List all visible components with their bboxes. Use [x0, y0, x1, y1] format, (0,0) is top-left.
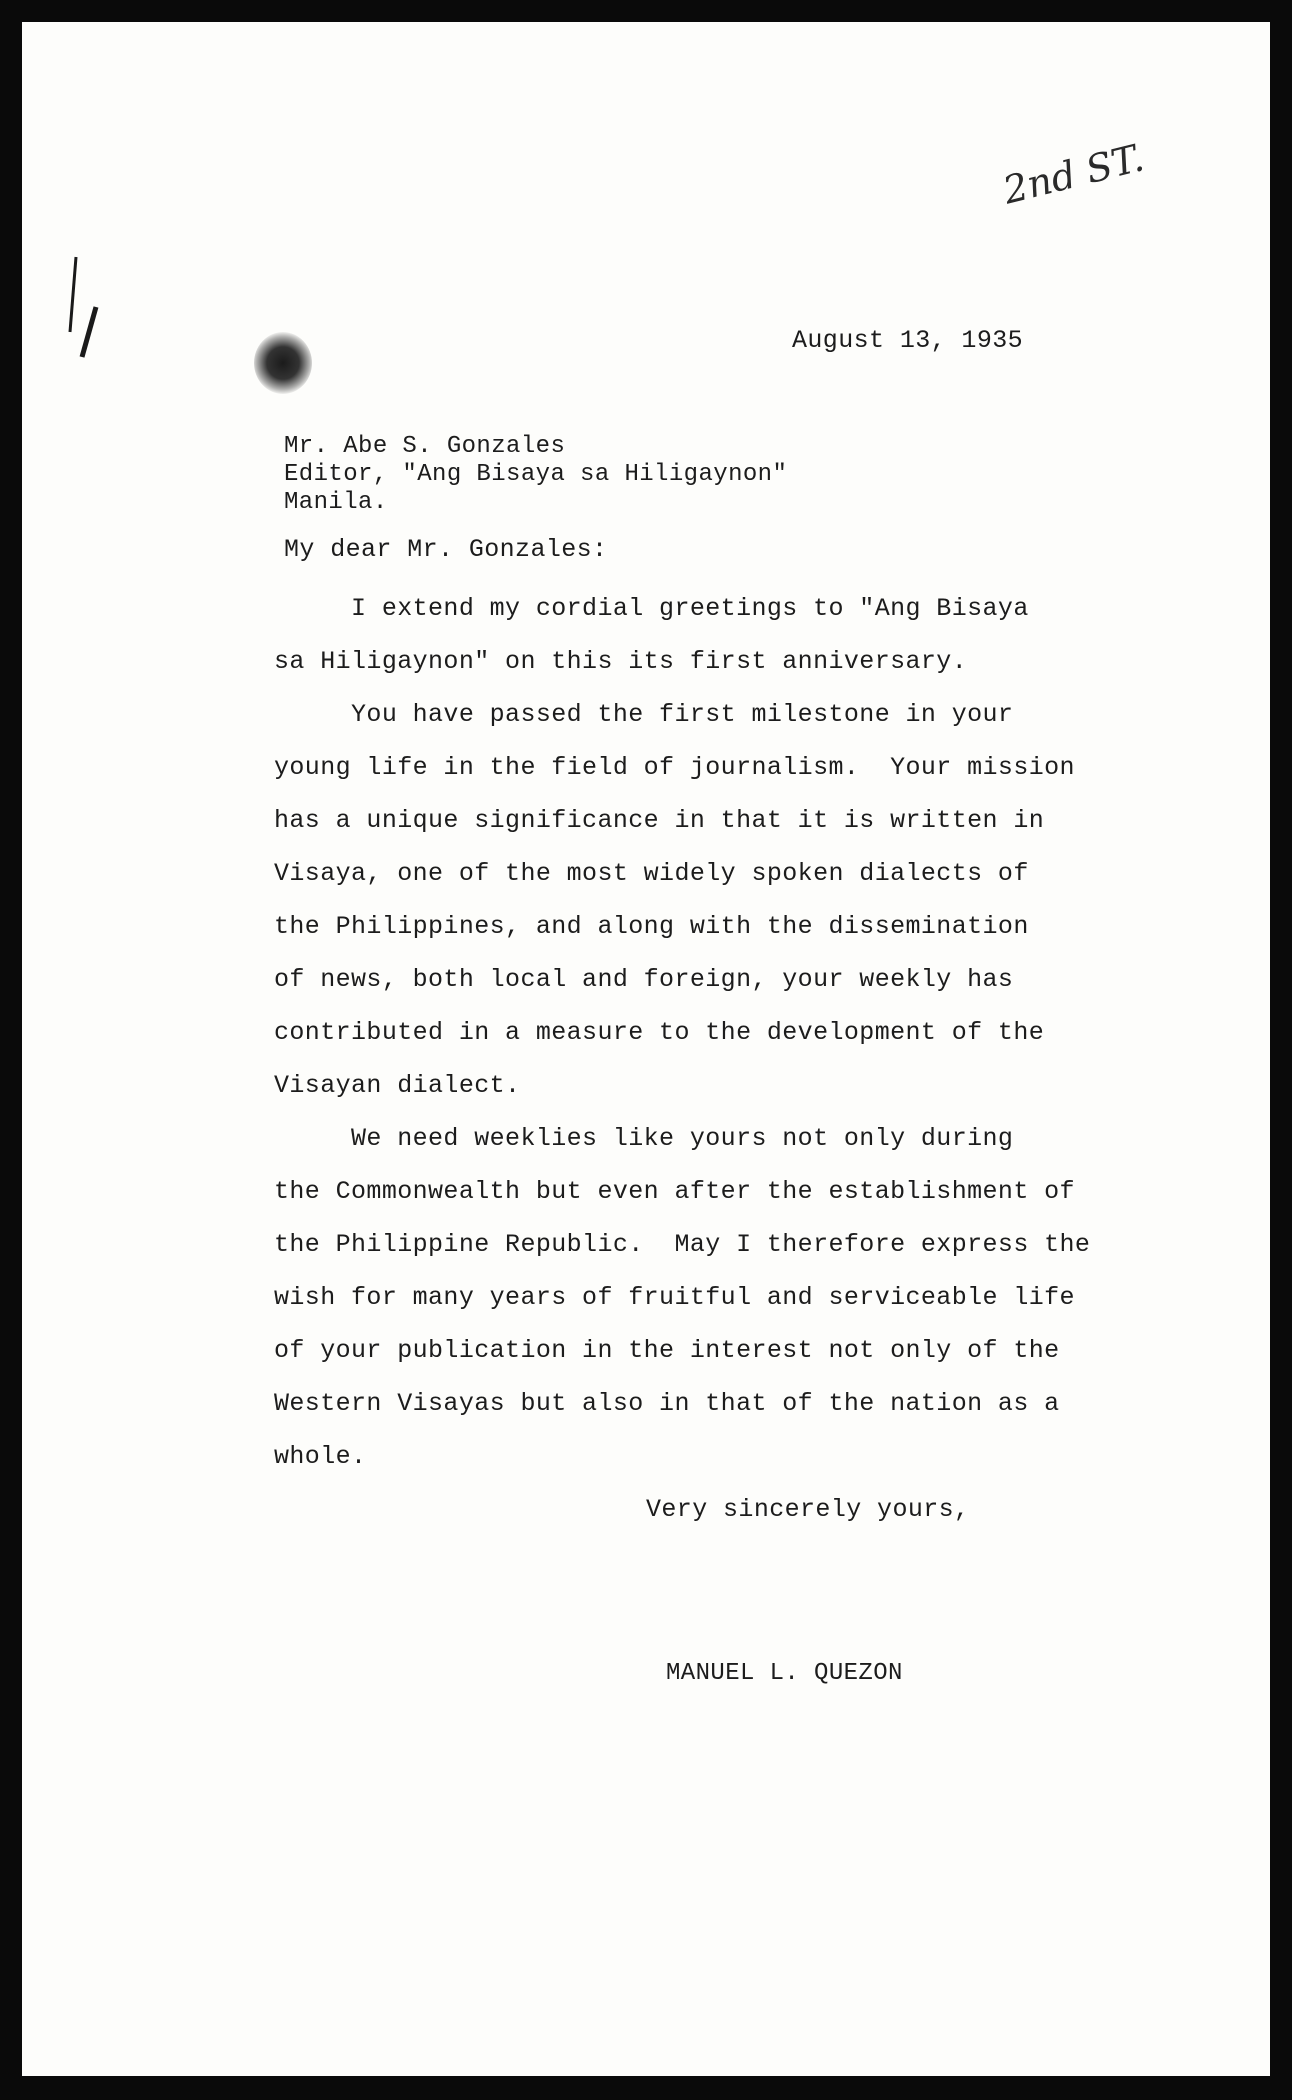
letter-date: August 13, 1935: [792, 326, 1024, 355]
paragraph-2-line: of news, both local and foreign, your weekly has: [274, 965, 1014, 994]
paragraph-2-line: contributed in a measure to the development of the: [274, 1018, 1045, 1047]
salutation: My dear Mr. Gonzales:: [284, 535, 608, 564]
paragraph-2-line: Visayan dialect.: [274, 1071, 521, 1100]
paragraph-3-line: of your publication in the interest not only of the: [274, 1336, 1060, 1365]
paragraph-2-line: the Philippines, and along with the dissemination: [274, 912, 1029, 941]
recipient-title: Editor, "Ang Bisaya sa Hiligaynon": [284, 461, 788, 488]
closing: Very sincerely yours,: [646, 1495, 970, 1524]
recipient-name: Mr. Abe S. Gonzales: [284, 433, 566, 460]
ink-blot: [254, 332, 312, 394]
signature-name: MANUEL L. QUEZON: [666, 1660, 903, 1687]
paragraph-1-line: sa Hiligaynon" on this its first anniversary.: [274, 647, 968, 676]
margin-ink-mark: [66, 252, 126, 362]
paragraph-3-line: Western Visayas but also in that of the nation as a: [274, 1389, 1060, 1418]
paragraph-2-line: has a unique significance in that it is written in: [274, 806, 1045, 835]
recipient-location: Manila.: [284, 489, 388, 516]
paragraph-3-line: the Commonwealth but even after the establishment of: [274, 1177, 1075, 1206]
paragraph-2-line: young life in the field of journalism. Your mission: [274, 753, 1075, 782]
paragraph-3-line: whole.: [274, 1442, 367, 1471]
paragraph-3-line: the Philippine Republic. May I therefore express the: [274, 1230, 1091, 1259]
handwritten-annotation: 2nd ST.: [998, 135, 1149, 213]
paragraph-2-line: You have passed the first milestone in your: [274, 700, 1014, 729]
paragraph-3-line: wish for many years of fruitful and serviceable life: [274, 1283, 1075, 1312]
paragraph-2-line: Visaya, one of the most widely spoken dialects of: [274, 859, 1029, 888]
paragraph-1-line: I extend my cordial greetings to "Ang Bisaya: [274, 594, 1029, 623]
paragraph-3-line: We need weeklies like yours not only during: [274, 1124, 1014, 1153]
